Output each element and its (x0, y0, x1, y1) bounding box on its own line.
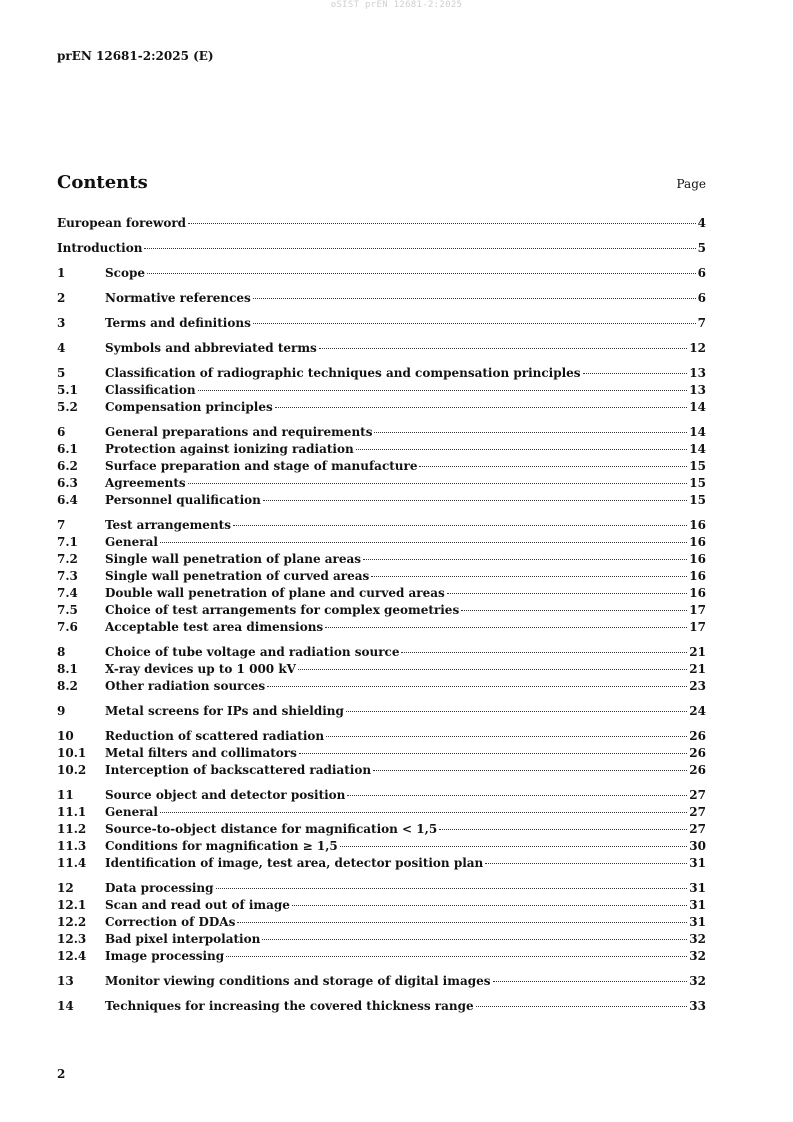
toc-entry-title: Classification (105, 383, 196, 397)
toc-entry-title: Symbols and abbreviated terms (105, 341, 317, 355)
dot-leader (419, 465, 687, 467)
toc-entry-title: Other radiation sources (105, 679, 266, 693)
toc-entry-number: 1 (57, 266, 66, 280)
toc-entry-title: Compensation principles (105, 400, 273, 414)
toc-entry-number: 12.1 (57, 898, 87, 912)
toc-entry-page: 16 (689, 535, 706, 549)
toc-entry[interactable] (57, 838, 706, 855)
dot-leader (347, 794, 687, 796)
toc-entry-number: 6 (57, 425, 66, 439)
toc-entry[interactable] (57, 998, 706, 1015)
toc-entry-page: 12 (689, 341, 706, 355)
toc-entry-page: 32 (689, 932, 706, 946)
toc-entry-page: 16 (689, 569, 706, 583)
dot-leader (326, 735, 687, 737)
toc-entry-title: General preparations and requirements (105, 425, 373, 439)
toc-entry-page: 13 (689, 366, 706, 380)
toc-entry[interactable] (57, 568, 706, 585)
toc-entry-page: 26 (689, 763, 706, 777)
toc-entry-title: Acceptable test area dimensions (105, 620, 324, 634)
toc-entry[interactable] (57, 602, 706, 619)
dot-leader (319, 347, 687, 349)
toc-entry-title: Protection against ionizing radiation (105, 442, 354, 456)
toc-entry-page: 31 (689, 881, 706, 895)
toc-entry-page: 32 (689, 974, 706, 988)
toc-entry[interactable] (57, 745, 706, 762)
toc-entry-title: Image processing (105, 949, 225, 963)
toc-entry[interactable] (57, 762, 706, 779)
toc-entry-number: 7.2 (57, 552, 78, 566)
toc-entry[interactable] (57, 315, 706, 332)
document-identifier: prEN 12681-2:2025 (E) (57, 49, 214, 63)
toc-entry-number: 11.1 (57, 805, 87, 819)
toc-entry[interactable] (57, 880, 706, 897)
toc-entry[interactable] (57, 973, 706, 990)
dot-leader (340, 845, 688, 847)
toc-entry-title: Surface preparation and stage of manufacture (105, 459, 418, 473)
dot-leader (401, 651, 687, 653)
contents-heading (57, 172, 706, 193)
dot-leader (298, 668, 687, 670)
toc-entry-number: 2 (57, 291, 66, 305)
toc-entry-number: 5 (57, 366, 66, 380)
toc-entry[interactable] (57, 441, 706, 458)
toc-entry-page: 15 (689, 493, 706, 507)
toc-entry-title: Data processing (105, 881, 214, 895)
toc-entry-number: 12.2 (57, 915, 87, 929)
toc-entry-page: 14 (689, 442, 706, 456)
toc-entry-page: 27 (689, 822, 706, 836)
toc-entry-page: 30 (689, 839, 706, 853)
toc-entry-title: Choice of test arrangements for complex geometries (105, 603, 460, 617)
toc-entry-number: 11.4 (57, 856, 87, 870)
toc-entry[interactable] (57, 703, 706, 720)
toc-entry-number: 5.1 (57, 383, 78, 397)
page-number: 2 (57, 1067, 66, 1081)
toc-entry-title: Double wall penetration of plane and curved areas (105, 586, 445, 600)
toc-entry-number: 8.1 (57, 662, 78, 676)
toc-entry-number: 12.4 (57, 949, 87, 963)
dot-leader (188, 482, 688, 484)
toc-entry-page: 16 (689, 518, 706, 532)
toc-entry-title: Test arrangements (105, 518, 231, 532)
dot-leader (263, 499, 687, 501)
toc-entry[interactable] (57, 661, 706, 678)
toc-entry-number: 12 (57, 881, 74, 895)
toc-entry-title: Single wall penetration of plane areas (105, 552, 362, 566)
dot-leader (160, 811, 687, 813)
dot-leader (226, 955, 687, 957)
toc-entry-number: 5.2 (57, 400, 78, 414)
toc-entry[interactable] (57, 914, 706, 931)
toc-entry-page: 14 (689, 425, 706, 439)
toc-entry-number: 4 (57, 341, 66, 355)
toc-entry-title: X-ray devices up to 1 000 kV (105, 662, 296, 676)
toc-entry-title: Terms and definitions (105, 316, 251, 330)
toc-entry-number: 6.1 (57, 442, 78, 456)
dot-leader (299, 752, 687, 754)
toc-entry-page: 7 (697, 316, 706, 330)
toc-entry-number: 6.2 (57, 459, 78, 473)
toc-entry-title: Identification of image, test area, detector position plan (105, 856, 484, 870)
toc-entry[interactable] (57, 475, 706, 492)
toc-entry[interactable] (57, 678, 706, 695)
dot-leader (493, 980, 688, 982)
toc-entry-title: Monitor viewing conditions and storage of digital images (105, 974, 491, 988)
toc-entry-number: 9 (57, 704, 66, 718)
dot-leader (371, 575, 687, 577)
toc-entry-title: Introduction (57, 241, 143, 255)
dot-leader (253, 297, 696, 299)
dot-leader (439, 828, 687, 830)
toc-entry[interactable] (57, 424, 706, 441)
toc-entry-title: General (105, 535, 158, 549)
watermark: oSIST prEN 12681-2:2025 (330, 0, 463, 10)
toc-entry[interactable] (57, 644, 706, 661)
toc-entry-page: 16 (689, 552, 706, 566)
toc-entry-page: 31 (689, 915, 706, 929)
toc-entry-title: Interception of backscattered radiation (105, 763, 372, 777)
toc-entry-page: 27 (689, 805, 706, 819)
toc-entry[interactable] (57, 534, 706, 551)
dot-leader (363, 558, 687, 560)
toc-entry-number: 10 (57, 729, 74, 743)
toc-entry-page: 15 (689, 476, 706, 490)
toc-entry[interactable] (57, 948, 706, 965)
toc-entry-number: 12.3 (57, 932, 87, 946)
toc-entry-page: 13 (689, 383, 706, 397)
toc-entry-number: 11.2 (57, 822, 87, 836)
toc-entry-page: 17 (689, 603, 706, 617)
toc-entry[interactable] (57, 787, 706, 804)
dot-leader (325, 626, 687, 628)
toc-entry-page: 23 (689, 679, 706, 693)
toc-entry-title: Metal screens for IPs and shielding (105, 704, 344, 718)
toc-entry-page: 31 (689, 898, 706, 912)
dot-leader (237, 921, 687, 923)
dot-leader (267, 685, 687, 687)
toc-entry[interactable] (57, 804, 706, 821)
toc-entry-number: 11 (57, 788, 74, 802)
toc-entry[interactable] (57, 585, 706, 602)
dot-leader (374, 431, 687, 433)
toc-entry[interactable] (57, 619, 706, 636)
dot-leader (485, 862, 687, 864)
toc-entry-page: 14 (689, 400, 706, 414)
toc-entry-page: 26 (689, 746, 706, 760)
toc-entry[interactable] (57, 492, 706, 509)
toc-entry-number: 14 (57, 999, 74, 1013)
toc-entry-title: Source-to-object distance for magnification < 1,5 (105, 822, 438, 836)
toc-entry-page: 4 (697, 216, 706, 230)
toc-entry-page: 24 (689, 704, 706, 718)
toc-entry[interactable] (57, 458, 706, 475)
toc-entry[interactable] (57, 365, 706, 382)
dot-leader (188, 222, 696, 224)
toc-entry-page: 17 (689, 620, 706, 634)
dot-leader (275, 406, 688, 408)
toc-entry-number: 7.6 (57, 620, 78, 634)
toc-entry-title: Bad pixel interpolation (105, 932, 261, 946)
toc-entry[interactable] (57, 517, 706, 534)
toc-entry-page: 21 (689, 645, 706, 659)
toc-entry[interactable] (57, 215, 706, 232)
page-column-label: Page (676, 177, 706, 191)
toc-entry-page: 26 (689, 729, 706, 743)
dot-leader (253, 322, 696, 324)
dot-leader (262, 938, 687, 940)
toc-entry-page: 32 (689, 949, 706, 963)
toc-entry-page: 15 (689, 459, 706, 473)
contents-title: Contents (57, 172, 148, 193)
toc-entry[interactable] (57, 382, 706, 399)
toc-entry-page: 16 (689, 586, 706, 600)
dot-leader (160, 541, 687, 543)
toc-entry-number: 7.3 (57, 569, 78, 583)
toc-entry-title: Scope (105, 266, 146, 280)
toc-entry-title: General (105, 805, 158, 819)
toc-entry[interactable] (57, 290, 706, 307)
toc-entry-title: Single wall penetration of curved areas (105, 569, 370, 583)
toc-entry-title: Techniques for increasing the covered thickness range (105, 999, 474, 1013)
dot-leader (476, 1005, 688, 1007)
toc-entry[interactable] (57, 551, 706, 568)
dot-leader (461, 609, 687, 611)
toc-entry-number: 11.3 (57, 839, 87, 853)
toc-entry[interactable] (57, 265, 706, 282)
toc-entry-title: Scan and read out of image (105, 898, 290, 912)
toc-entry-number: 6.4 (57, 493, 78, 507)
toc-entry-number: 8.2 (57, 679, 78, 693)
dot-leader (292, 904, 687, 906)
dot-leader (373, 769, 687, 771)
toc-entry-number: 13 (57, 974, 74, 988)
toc-entry-page: 5 (697, 241, 706, 255)
toc-entry[interactable] (57, 931, 706, 948)
toc-entry-number: 8 (57, 645, 66, 659)
toc-entry-number: 7 (57, 518, 66, 532)
toc-entry-title: Choice of tube voltage and radiation source (105, 645, 400, 659)
toc-entry-number: 3 (57, 316, 66, 330)
toc-entry-title: Normative references (105, 291, 251, 305)
toc-entry-number: 7.5 (57, 603, 78, 617)
toc-entry-number: 6.3 (57, 476, 78, 490)
toc-entry-page: 27 (689, 788, 706, 802)
dot-leader (346, 710, 687, 712)
toc-entry-title: Classification of radiographic techniques and compensation principles (105, 366, 581, 380)
toc-entry-number: 10.1 (57, 746, 87, 760)
dot-leader (216, 887, 688, 889)
toc-entry-title: Conditions for magnification ≥ 1,5 (105, 839, 338, 853)
toc-entry[interactable] (57, 399, 706, 416)
toc-entry-title: Personnel qualification (105, 493, 261, 507)
toc-entry-title: Reduction of scattered radiation (105, 729, 325, 743)
dot-leader (147, 272, 696, 274)
toc-entry-title: Agreements (105, 476, 186, 490)
toc-entry-title: European foreword (57, 216, 187, 230)
toc-entry-number: 7.4 (57, 586, 78, 600)
dot-leader (233, 524, 687, 526)
toc-entry-number: 10.2 (57, 763, 87, 777)
toc-entry-page: 21 (689, 662, 706, 676)
toc-entry-title: Correction of DDAs (105, 915, 236, 929)
dot-leader (144, 247, 695, 249)
toc-entry-page: 6 (697, 291, 706, 305)
dot-leader (447, 592, 688, 594)
dot-leader (356, 448, 688, 450)
dot-leader (583, 372, 688, 374)
toc-entry[interactable] (57, 728, 706, 745)
toc-entry[interactable] (57, 340, 706, 357)
toc-entry[interactable] (57, 897, 706, 914)
toc-entry[interactable] (57, 821, 706, 838)
toc-entry[interactable] (57, 855, 706, 872)
toc-entry-number: 7.1 (57, 535, 78, 549)
toc-entry-title: Metal filters and collimators (105, 746, 297, 760)
toc-entry-page: 6 (697, 266, 706, 280)
toc-entry-page: 31 (689, 856, 706, 870)
toc-entry[interactable] (57, 240, 706, 257)
toc-entry-title: Source object and detector position (105, 788, 346, 802)
table-of-contents (57, 215, 706, 1015)
dot-leader (198, 389, 688, 391)
toc-entry-page: 33 (689, 999, 706, 1013)
